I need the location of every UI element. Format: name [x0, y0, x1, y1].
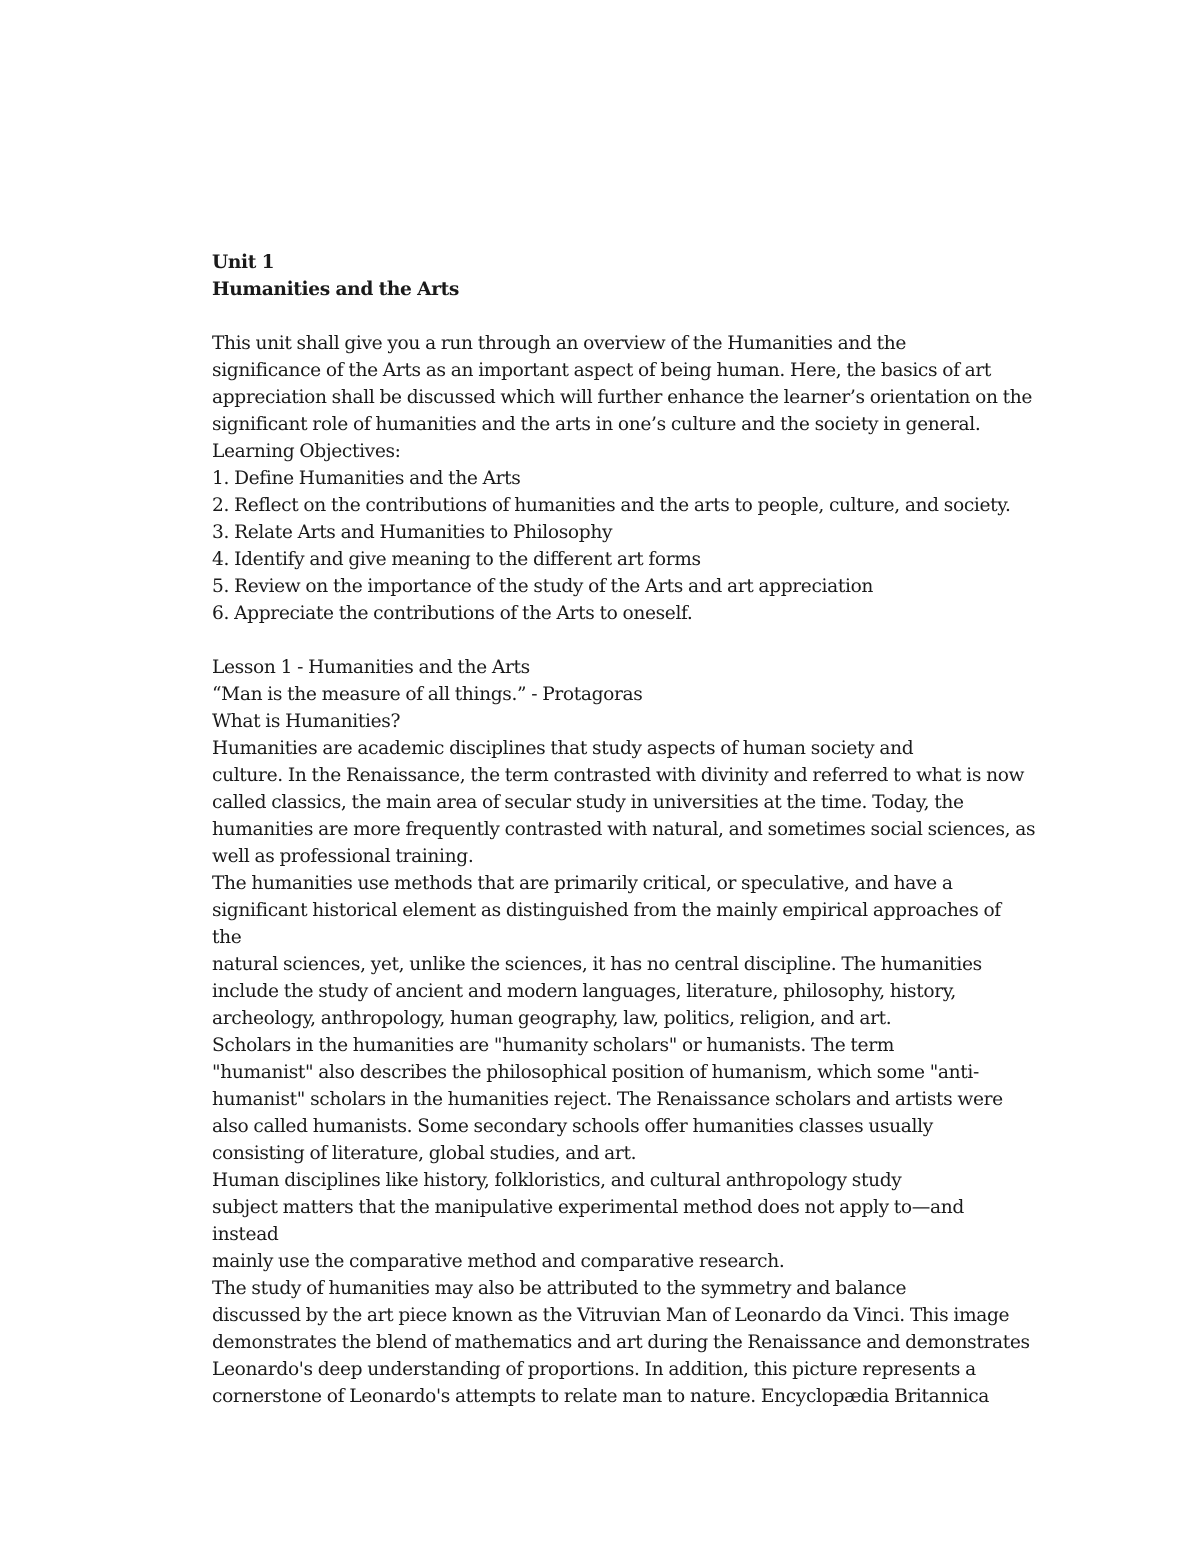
intro-line: appreciation shall be discussed which will further enhance the learner’s orientation on the — [212, 387, 1033, 408]
learning-objectives-heading: Learning Objectives: — [212, 441, 401, 462]
body-line: archeology, anthropology, human geography, law, politics, religion, and art. — [212, 1008, 892, 1029]
body-line: Scholars in the humanities are "humanity scholars" or humanists. The term — [212, 1035, 895, 1056]
spacer — [212, 627, 1092, 654]
body-line: natural sciences, yet, unlike the sciences, it has no central discipline. The humanities — [212, 954, 982, 975]
intro-line: significant role of humanities and the arts in one’s culture and the society in general. — [212, 414, 981, 435]
body-line: well as professional training. — [212, 846, 474, 867]
body-line: significant historical element as distinguished from the mainly empirical approaches of — [212, 900, 1001, 921]
lesson-question: What is Humanities? — [212, 711, 401, 732]
body-line: cornerstone of Leonardo's attempts to relate man to nature. Encyclopædia Britannica — [212, 1386, 990, 1407]
body-line: culture. In the Renaissance, the term contrasted with divinity and referred to what is now — [212, 765, 1025, 786]
objective-item: 5. Review on the importance of the study of the Arts and art appreciation — [212, 576, 874, 597]
body-line: "humanist" also describes the philosophical position of humanism, which some "anti- — [212, 1062, 979, 1083]
body-line: called classics, the main area of secular study in universities at the time. Today, the — [212, 792, 964, 813]
body-line: instead — [212, 1224, 279, 1245]
body-line: demonstrates the blend of mathematics and art during the Renaissance and demonstrates — [212, 1332, 1030, 1353]
objective-item: 3. Relate Arts and Humanities to Philosophy — [212, 522, 613, 543]
body-line: The humanities use methods that are primarily critical, or speculative, and have a — [212, 873, 953, 894]
body-line: subject matters that the manipulative experimental method does not apply to—and — [212, 1197, 964, 1218]
body-line: Leonardo's deep understanding of proportions. In addition, this picture represents a — [212, 1359, 976, 1380]
body-line: humanist" scholars in the humanities reject. The Renaissance scholars and artists were — [212, 1089, 1003, 1110]
body-line: also called humanists. Some secondary schools offer humanities classes usually — [212, 1116, 933, 1137]
objective-item: 6. Appreciate the contributions of the Arts to oneself. — [212, 603, 693, 624]
unit-number: Unit 1 — [212, 252, 275, 273]
body-line: consisting of literature, global studies, and art. — [212, 1143, 637, 1164]
objective-item: 2. Reflect on the contributions of humanities and the arts to people, culture, and society. — [212, 495, 1011, 516]
body-line: mainly use the comparative method and comparative research. — [212, 1251, 785, 1272]
objective-item: 1. Define Humanities and the Arts — [212, 468, 521, 489]
unit-title: Humanities and the Arts — [212, 279, 459, 300]
body-line: include the study of ancient and modern languages, literature, philosophy, history, — [212, 981, 956, 1002]
body-line: The study of humanities may also be attributed to the symmetry and balance — [212, 1278, 907, 1299]
lesson-heading: Lesson 1 - Humanities and the Arts — [212, 657, 530, 678]
lesson-quote: “Man is the measure of all things.” - Protagoras — [212, 684, 643, 705]
spacer — [212, 303, 1092, 330]
intro-line: This unit shall give you a run through an overview of the Humanities and the — [212, 333, 906, 354]
intro-line: significance of the Arts as an important aspect of being human. Here, the basics of art — [212, 360, 992, 381]
document-body — [212, 249, 1092, 1410]
objective-item: 4. Identify and give meaning to the different art forms — [212, 549, 701, 570]
body-line: discussed by the art piece known as the Vitruvian Man of Leonardo da Vinci. This image — [212, 1305, 1010, 1326]
body-line: humanities are more frequently contrasted with natural, and sometimes social sciences, as — [212, 819, 1036, 840]
body-line: the — [212, 927, 242, 948]
body-line: Humanities are academic disciplines that study aspects of human society and — [212, 738, 914, 759]
body-line: Human disciplines like history, folkloristics, and cultural anthropology study — [212, 1170, 902, 1191]
